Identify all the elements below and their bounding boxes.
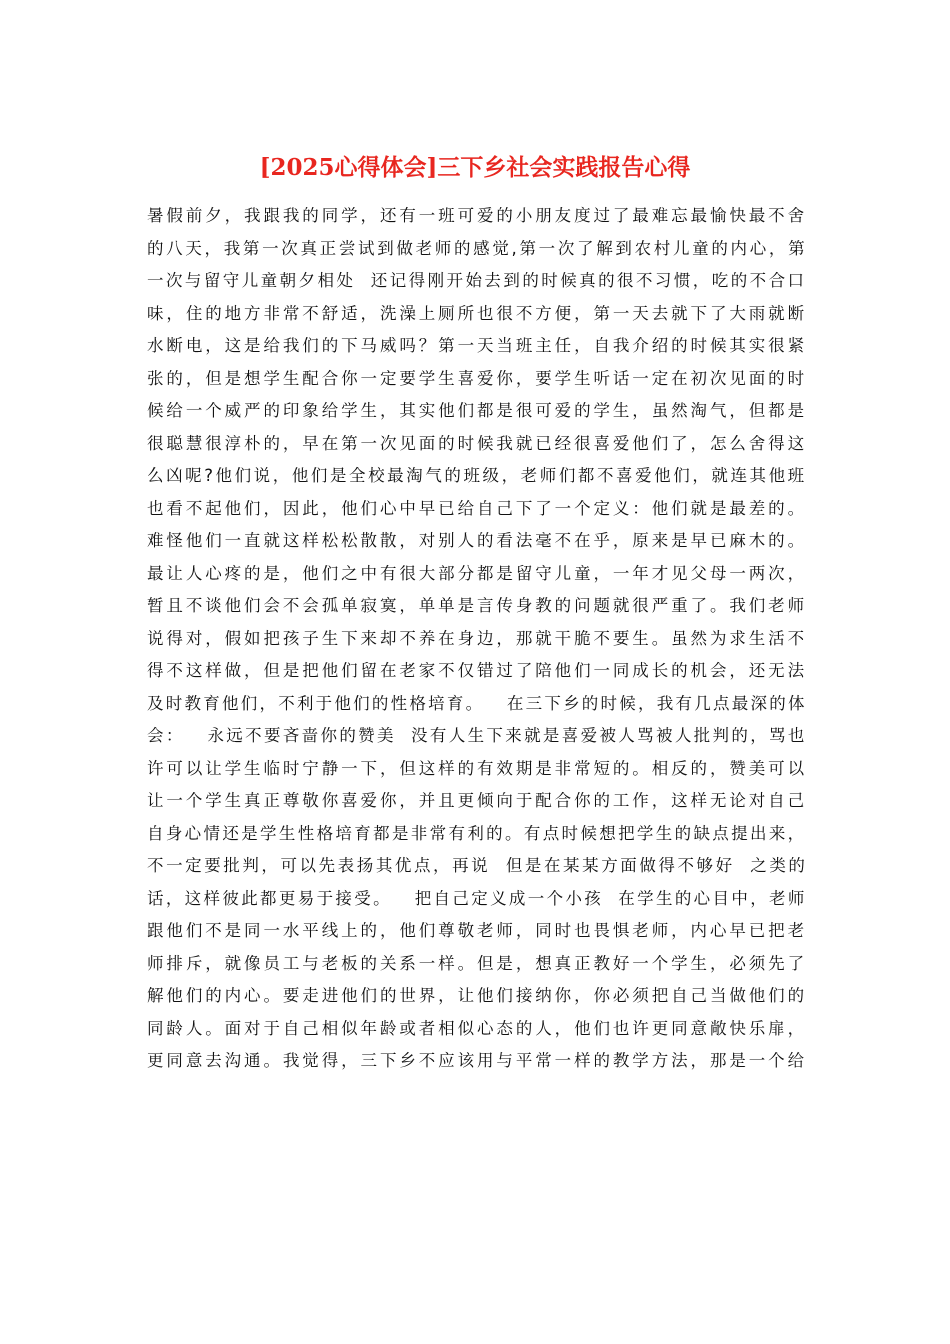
document-body	[147, 200, 807, 1078]
body-text-line: 会： 永远不要吝啬你的赞美 没有人生下来就是喜爱被人骂被人批判的，骂也	[147, 726, 807, 745]
body-text-line: 暑假前夕，我跟我的同学，还有一班可爱的小朋友度过了最难忘最愉快最不舍	[147, 206, 807, 225]
body-text-line: 不一定要批判，可以先表扬其优点，再说 但是在某某方面做得不够好 之类的	[147, 856, 807, 875]
body-text-line: 跟他们不是同一水平线上的，他们尊敬老师，同时也畏惧老师，内心早已把老	[147, 921, 807, 940]
body-text-line: 说得对，假如把孩子生下来却不养在身边，那就干脆不要生。虽然为求生活不	[147, 628, 807, 648]
body-text-line: 暂且不谈他们会不会孤单寂寞，单单是言传身教的问题就很严重了。我们老师	[147, 596, 807, 615]
body-text-line: 许可以让学生临时宁静一下，但这样的有效期是非常短的。相反的，赞美可以	[147, 758, 807, 778]
body-text-line: 也看不起他们，因此，他们心中早已给自己下了一个定义：他们就是最差的。	[147, 498, 807, 518]
body-text-line: 自身心情还是学生性格培育都是非常有利的。有点时候想把学生的缺点提出来，	[147, 823, 807, 843]
body-text-line: 么凶呢?他们说，他们是全校最淘气的班级，老师们都不喜爱他们，就连其他班	[147, 466, 807, 485]
body-text-line: 及时教育他们，不利于他们的性格培育。 在三下乡的时候，我有几点最深的体	[147, 693, 807, 713]
body-text-line: 味，住的地方非常不舒适，洗澡上厕所也很不方便，第一天去就下了大雨就断	[147, 303, 807, 323]
body-text-line: 难怪他们一直就这样松松散散，对别人的看法毫不在乎，原来是早已麻木的。	[147, 531, 807, 550]
body-text-line: 话，这样彼此都更易于接受。 把自己定义成一个小孩 在学生的心目中，老师	[147, 888, 807, 908]
body-text-line: 一次与留守儿童朝夕相处 还记得刚开始去到的时候真的很不习惯，吃的不合口	[147, 271, 807, 290]
body-text-line: 水断电，这是给我们的下马威吗？第一天当班主任，自我介绍的时候其实很紧	[147, 336, 807, 355]
body-text-line: 更同意去沟通。我觉得，三下乡不应该用与平常一样的教学方法，那是一个给	[147, 1051, 807, 1070]
body-text-line: 的八天，我第一次真正尝试到做老师的感觉,第一次了解到农村儿童的内心，第	[147, 238, 807, 258]
body-text-line: 候给一个威严的印象给学生，其实他们都是很可爱的学生，虽然淘气，但都是	[147, 401, 807, 420]
body-text-line: 同龄人。面对于自己相似年龄或者相似心态的人，他们也许更同意敞快乐扉，	[147, 1018, 807, 1038]
body-text-line: 让一个学生真正尊敬你喜爱你，并且更倾向于配合你的工作，这样无论对自己	[147, 791, 807, 810]
body-text-line: 得不这样做，但是把他们留在老家不仅错过了陪他们一同成长的机会，还无法	[147, 661, 807, 680]
body-text-line: 很聪慧很淳朴的，早在第一次见面的时候我就已经很喜爱他们了，怎么舍得这	[147, 433, 807, 453]
body-text-line: 最让人心疼的是，他们之中有很大部分都是留守儿童，一年才见父母一两次，	[147, 563, 807, 583]
body-text-line: 解他们的内心。要走进他们的世界，让他们接纳你，你必须把自己当做他们的	[147, 986, 807, 1005]
document-title: [2025心得体会]三下乡社会实践报告心得	[259, 154, 691, 181]
body-text-line: 张的，但是想学生配合你一定要学生喜爱你，要学生听话一定在初次见面的时	[147, 368, 807, 388]
body-text-line: 师排斥，就像员工与老板的关系一样。但是，想真正教好一个学生，必须先了	[147, 953, 807, 973]
